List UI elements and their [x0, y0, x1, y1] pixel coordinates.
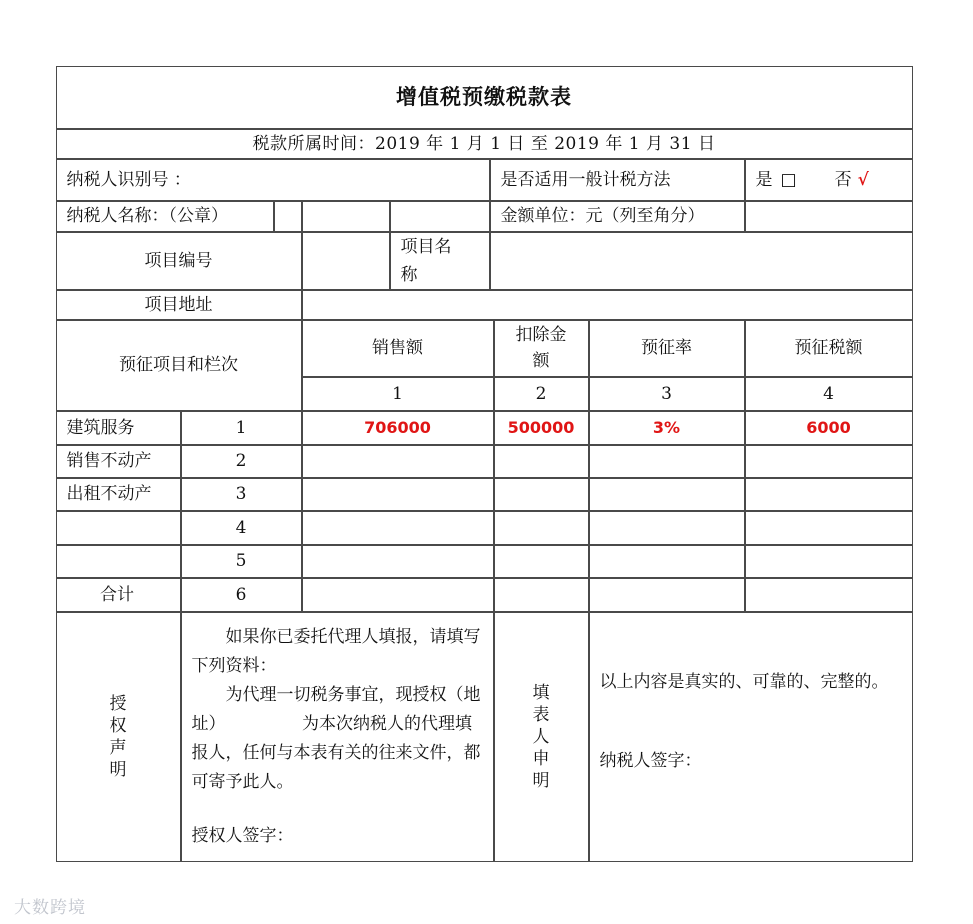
form-title: 增值税预缴税款表 [56, 66, 913, 129]
sales-amount-cell[interactable] [302, 511, 494, 545]
deduction-amount-cell[interactable] [494, 511, 589, 545]
declaration-statement [589, 612, 913, 862]
prepaid-tax-cell[interactable] [745, 478, 913, 511]
row-item-label: 出租不动产 [56, 478, 181, 511]
column-header: 销售额 [302, 320, 494, 377]
column-number: 2 [494, 377, 589, 411]
prepaid-rate-cell[interactable] [589, 511, 745, 545]
project-name-label: 项目名称 [390, 232, 490, 290]
sales-amount-cell[interactable] [302, 578, 494, 612]
deduction-amount-cell[interactable] [494, 478, 589, 511]
amount-unit-label: 金额单位：元（列至角分） [490, 201, 745, 232]
taxpayer-name-field[interactable] [390, 201, 490, 232]
column-header: 扣除金额 [494, 320, 589, 377]
yes-checkbox[interactable]: □ [780, 169, 797, 190]
prepaid-rate-cell[interactable] [589, 478, 745, 511]
sales-amount-cell[interactable]: 706000 [302, 411, 494, 445]
general-method-choice[interactable] [745, 159, 913, 201]
row-number: 6 [181, 578, 302, 612]
row-header-label: 预征项目和栏次 [56, 320, 302, 411]
sales-amount-cell[interactable] [302, 545, 494, 578]
row-item-label: 销售不动产 [56, 445, 181, 478]
column-number: 3 [589, 377, 745, 411]
taxpayer-name-field[interactable] [302, 201, 390, 232]
prepaid-rate-cell[interactable] [589, 578, 745, 612]
watermark-text: 大数跨境 [14, 898, 86, 918]
prepaid-rate-cell[interactable]: 3% [589, 411, 745, 445]
project-number-label: 项目编号 [56, 232, 302, 290]
no-label: 否 [834, 169, 852, 190]
row-number: 4 [181, 511, 302, 545]
column-number: 4 [745, 377, 913, 411]
prepaid-tax-cell[interactable] [745, 511, 913, 545]
authorizer-signature-label: 授权人签字： [191, 825, 294, 846]
project-number-field[interactable] [302, 232, 390, 290]
column-header: 预征率 [589, 320, 745, 377]
general-method-label: 是否适用一般计税方法 [490, 159, 745, 201]
no-checkmark-icon[interactable]: √ [857, 169, 869, 190]
prepaid-tax-cell[interactable] [745, 545, 913, 578]
row-number: 5 [181, 545, 302, 578]
sales-amount-cell[interactable] [302, 445, 494, 478]
taxpayer-name-label: 纳税人名称：（公章） [56, 201, 274, 232]
amount-unit-field [745, 201, 913, 232]
prepaid-tax-cell[interactable] [745, 445, 913, 478]
row-number: 2 [181, 445, 302, 478]
deduction-amount-cell[interactable] [494, 578, 589, 612]
deduction-amount-cell[interactable]: 500000 [494, 411, 589, 445]
declaration-text: 以上内容是真实的、可靠的、完整的。 [599, 671, 889, 692]
prepaid-rate-cell[interactable] [589, 545, 745, 578]
watermark-logo [14, 893, 86, 918]
sales-amount-cell[interactable] [302, 478, 494, 511]
authorization-line-2: 为代理一切税务事宜，现授权（地址） 为本次纳税人的代理填报人，任何与本表有关的往来文件，都可寄予此人。 [191, 684, 481, 792]
tax-period: 税款所属时间：2019 年 1 月 1 日 至 2019 年 1 月 31 日 [56, 129, 913, 159]
project-address-label: 项目地址 [56, 290, 302, 320]
project-address-field[interactable] [302, 290, 913, 320]
deduction-amount-cell[interactable] [494, 545, 589, 578]
column-number: 1 [302, 377, 494, 411]
taxpayer-name-field[interactable] [274, 201, 302, 232]
prepaid-rate-cell[interactable] [589, 445, 745, 478]
row-number: 3 [181, 478, 302, 511]
column-header: 预征税额 [745, 320, 913, 377]
yes-label: 是 [755, 169, 773, 190]
authorization-label: 授 权 声 明 [56, 612, 181, 862]
total-label: 合计 [56, 578, 181, 612]
deduction-amount-cell[interactable] [494, 445, 589, 478]
prepaid-tax-cell[interactable] [745, 578, 913, 612]
authorization-line-1: 如果你已委托代理人填报，请填写下列资料： [191, 626, 481, 676]
taxpayer-signature-label: 纳税人签字： [599, 750, 702, 771]
row-number: 1 [181, 411, 302, 445]
taxpayer-id-label: 纳税人识别号 ： [66, 169, 191, 190]
authorization-statement [181, 612, 494, 862]
row-item-label: 建筑服务 [56, 411, 181, 445]
row-item-label [56, 545, 181, 578]
taxpayer-id-field[interactable] [56, 159, 490, 201]
prepaid-tax-cell[interactable]: 6000 [745, 411, 913, 445]
row-item-label [56, 511, 181, 545]
project-name-field[interactable] [490, 232, 913, 290]
declaration-label: 填 表 人 申 明 [494, 612, 589, 862]
